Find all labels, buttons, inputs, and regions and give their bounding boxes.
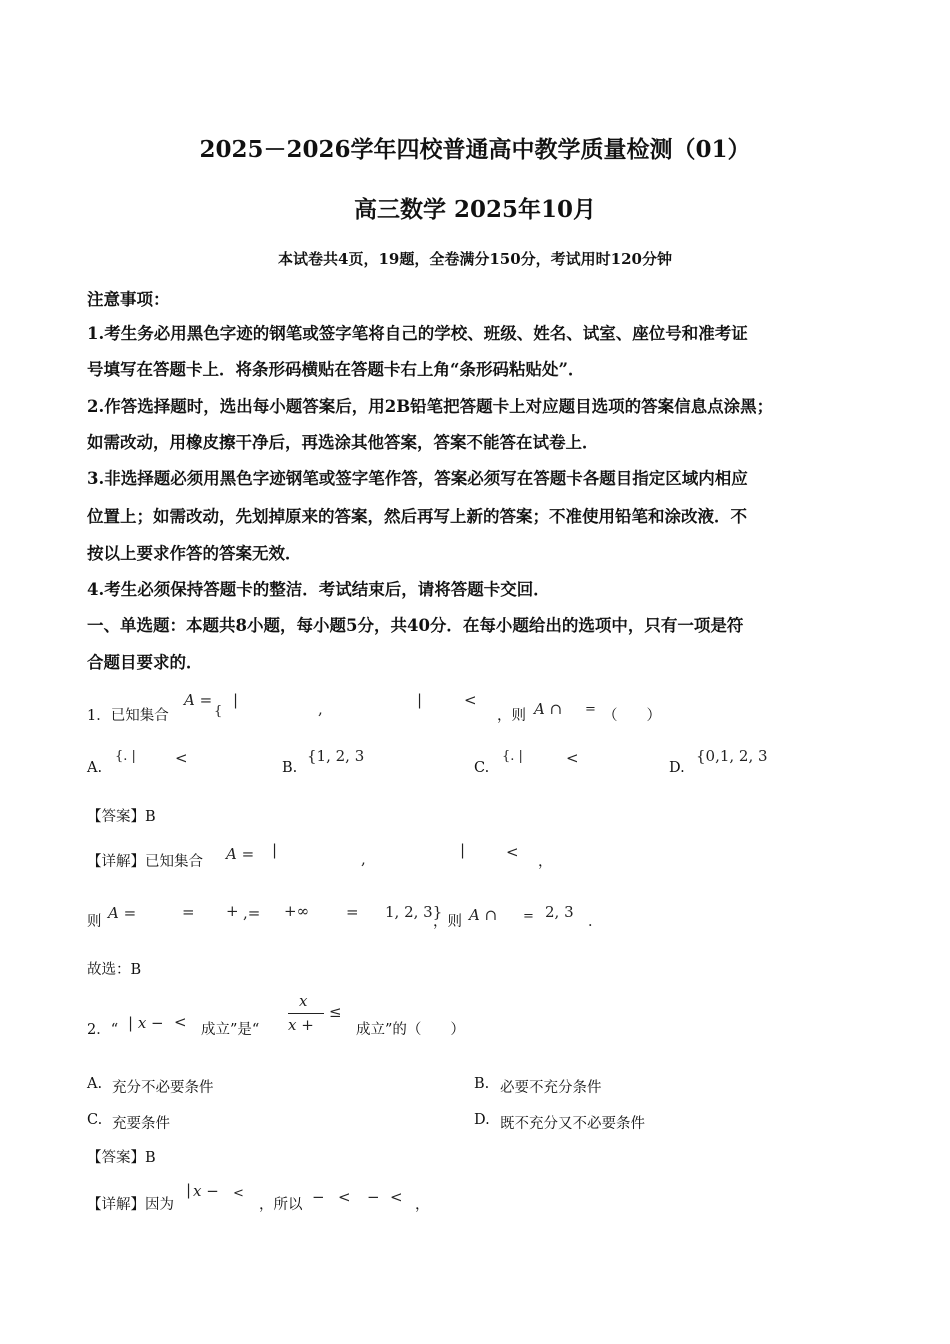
q1-a-cap: A ∩	[534, 700, 563, 718]
q2-option-c-label: C.	[87, 1112, 103, 1128]
q2-detail-expr2: −	[367, 1188, 380, 1206]
q2-answer: 【答案】B	[87, 1150, 156, 1166]
q2-option-a-text: 充分不必要条件	[112, 1080, 214, 1096]
q2-mid1: 成立”是“	[201, 1022, 260, 1038]
q2-prefix: 2．“	[87, 1022, 119, 1038]
q1-bar: |	[233, 691, 239, 709]
q1-paren: （ ）	[603, 708, 661, 724]
q1-detail-a: A =	[226, 845, 255, 863]
q2-option-d-text: 既不充分又不必要条件	[500, 1116, 645, 1132]
q2-le: ≤	[329, 1003, 342, 1021]
q1-then-eq4: =	[523, 909, 534, 924]
q1-then-a: A =	[108, 904, 137, 922]
q1-then-eq3: =	[346, 903, 359, 921]
q1-set-a: A =	[184, 691, 213, 709]
q2-option-b-text: 必要不充分条件	[500, 1080, 602, 1096]
q1-then-set: 1, 2, 3}	[385, 903, 443, 921]
q1-option-a-label: A.	[87, 760, 103, 776]
q1-option-d-content: {0,1, 2, 3	[696, 747, 768, 765]
q1-option-a-lt: <	[175, 749, 188, 767]
q1-option-c-lt: <	[566, 749, 579, 767]
q1-option-c-label: C.	[474, 760, 490, 776]
page-title: 2025－2026学年四校普通高中教学质量检测（01）	[199, 136, 751, 163]
q1-brace: {	[214, 704, 223, 719]
q1-option-b-content: {1, 2, 3	[307, 747, 365, 765]
q1-then-inf: +∞	[284, 902, 310, 920]
q1-then: ，则	[497, 708, 526, 724]
note-4: 4.考生必须保持答题卡的整洁．考试结束后，请将答题卡交回．	[87, 580, 550, 599]
q2-option-c-text: 充要条件	[112, 1116, 170, 1132]
note-3b: 位置上；如需改动，先划掉原来的答案，然后再写上新的答案；不准使用铅笔和涂改液．不	[87, 507, 747, 526]
q1-then-cap: A ∩	[469, 906, 498, 924]
q1-option-a-content: {. |	[115, 749, 136, 764]
note-3c: 按以上要求作答的答案无效．	[87, 544, 302, 563]
q2-lt: <	[174, 1013, 187, 1031]
q2-detail-expr1: −	[312, 1188, 325, 1206]
q2-detail-abs-bar: |	[186, 1181, 192, 1199]
page-subtitle: 高三数学 2025年10月	[353, 196, 597, 223]
q1-eq: =	[585, 702, 596, 717]
q1-then-eq1: =	[182, 903, 195, 921]
q1-detail-prefix: 【详解】已知集合	[87, 854, 203, 870]
q2-detail-lt2: <	[338, 1188, 351, 1206]
exam-info: 本试卷共4页，19题，全卷满分150分，考试用时120分钟	[278, 250, 672, 268]
section-heading-a: 一、单选题：本题共8小题，每小题5分，共40分．在每小题给出的选项中，只有一项是符	[87, 616, 744, 635]
q1-detail-end: ，	[538, 854, 553, 870]
q2-detail-prefix: 【详解】因为	[87, 1197, 174, 1213]
notes-heading: 注意事项：	[87, 290, 170, 309]
q1-then-res: 2, 3	[545, 903, 574, 921]
q2-detail-lt3: <	[390, 1188, 403, 1206]
q1-detail-lt: <	[506, 843, 519, 861]
q1-answer: 【答案】B	[87, 809, 156, 825]
q1-option-c-content: {. |	[502, 749, 523, 764]
q1-then-mid: ，则	[433, 914, 462, 930]
q2-detail-end: ，	[415, 1197, 430, 1213]
q1-bar2: |	[417, 691, 423, 709]
q1-then-prefix: 则	[87, 914, 102, 930]
note-1a: 1.考生务必用黑色字迹的钢笔或签字笔将自己的学校、班级、姓名、试室、座位号和准考证	[87, 324, 748, 343]
q1-comma: ,	[318, 700, 323, 718]
q2-mid2: 成立”的（ ）	[356, 1022, 465, 1038]
q1-option-d-label: D.	[669, 760, 685, 776]
q2-option-a-label: A.	[87, 1076, 103, 1092]
q1-then-end: ．	[588, 914, 603, 930]
section-heading-b: 合题目要求的．	[87, 653, 203, 672]
q2-option-d-label: D.	[474, 1112, 490, 1128]
q1-option-b-label: B.	[282, 760, 298, 776]
q1-detail-bar1: |	[272, 841, 278, 859]
q2-detail-abs: x −	[193, 1182, 219, 1200]
q2-fraction-bar	[288, 1013, 324, 1014]
note-1b: 号填写在答题卡上．将条形码横贴在答题卡右上角“条形码粘贴处”．	[87, 360, 585, 379]
q2-abs-expr: | x −	[128, 1014, 164, 1032]
q1-lt: <	[464, 691, 477, 709]
q2-frac-num: x	[299, 992, 308, 1010]
q1-detail-bar: |	[460, 841, 466, 859]
note-3a: 3.非选择题必须用黑色字迹钢笔或签字笔作答，答案必须写在答题卡各题目指定区域内相应	[87, 469, 748, 488]
q2-option-b-label: B.	[474, 1076, 490, 1092]
note-2a: 2.作答选择题时，选出每小题答案后，用2B铅笔把答题卡上对应题目选项的答案信息点涂黑；	[87, 397, 774, 416]
q1-prefix: 1．已知集合	[87, 708, 169, 724]
q1-detail-comma: ,	[361, 850, 366, 868]
q2-detail-lt: <	[233, 1186, 244, 1201]
note-2b: 如需改动，用橡皮擦干净后，再选涂其他答案，答案不能答在试卷上．	[87, 433, 599, 452]
q1-then-plus: +	[226, 902, 239, 920]
q1-choose: 故选：B	[87, 962, 142, 978]
q2-detail-mid: ，所以	[259, 1197, 303, 1213]
q1-then-eq2: ,=	[243, 904, 261, 922]
q2-frac-den: x +	[288, 1016, 314, 1034]
